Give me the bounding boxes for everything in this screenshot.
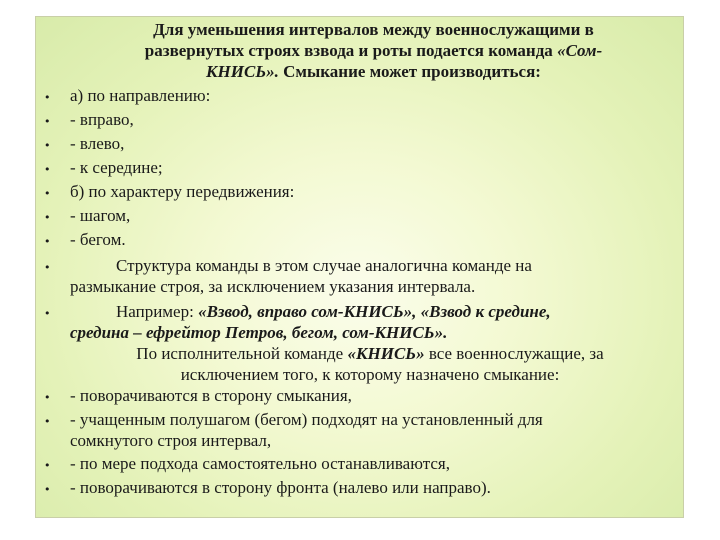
list-item: - поворачиваются в сторону смыкания,: [70, 386, 352, 405]
bullet: •: [44, 235, 51, 248]
list-item: Структура команды в этом случае аналогична команде на: [116, 256, 532, 275]
list-item-continuation: размыкание строя, за исключением указания интервала.: [70, 277, 476, 296]
list-item: - бегом.: [70, 230, 126, 249]
bullet: •: [44, 459, 51, 472]
list-item-continuation: средина – ефрейтор Петров, бегом, сом-КНИСЬ».: [70, 323, 448, 342]
slide-panel: [35, 16, 684, 518]
bullet: •: [44, 415, 51, 428]
list-item: а) по направлению:: [70, 86, 211, 105]
heading-line-2: развернутых строях взвода и роты подается команда «Сом-: [144, 41, 603, 60]
list-item: - к середине;: [70, 158, 163, 177]
paragraph-line: По исполнительной команде «КНИСЬ» все военнослужащие, за: [136, 344, 604, 363]
bullet: •: [44, 115, 51, 128]
list-item: - шагом,: [70, 206, 131, 225]
bullet: •: [44, 391, 51, 404]
list-item: - учащенным полушагом (бегом) подходят на установленный для: [70, 410, 543, 429]
slide-content: [36, 17, 683, 517]
heading-line-1: Для уменьшения интервалов между военнослужащими в: [153, 20, 594, 39]
list-item-continuation: сомкнутого строя интервал,: [70, 431, 272, 450]
paragraph-line: исключением того, к которому назначено смыкание:: [180, 365, 560, 384]
list-item: - влево,: [70, 134, 125, 153]
bullet: •: [44, 139, 51, 152]
bullet: •: [44, 307, 51, 320]
list-item: Например: «Взвод, вправо сом-КНИСЬ», «Взвод к средине,: [116, 302, 551, 321]
heading-line-3: КНИСЬ». Смыкание может производиться:: [206, 62, 541, 81]
list-item: б) по характеру передвижения:: [70, 182, 295, 201]
bullet: •: [44, 163, 51, 176]
list-item: - поворачиваются в сторону фронта (налево или направо).: [70, 478, 491, 497]
bullet: •: [44, 211, 51, 224]
bullet: •: [44, 261, 51, 274]
list-item: - вправо,: [70, 110, 134, 129]
bullet: •: [44, 91, 51, 104]
slide-heading: [96, 19, 651, 82]
bullet: •: [44, 483, 51, 496]
list-item: - по мере подхода самостоятельно останавливаются,: [70, 454, 450, 473]
bullet: •: [44, 187, 51, 200]
